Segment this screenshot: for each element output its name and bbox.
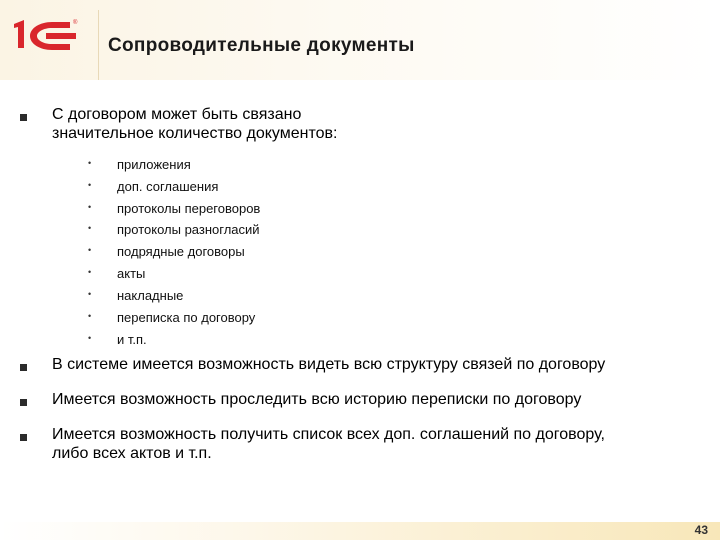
1c-logo [10, 16, 82, 56]
sub-bullet: • [88, 333, 92, 343]
point-2: Имеется возможность проследить всю историю переписки по договору [52, 391, 582, 408]
header-divider [98, 10, 99, 80]
page-title: Сопроводительные документы [108, 35, 415, 56]
point-3-line-2: либо всех актов и т.п. [52, 445, 212, 462]
list-item: приложения [117, 157, 191, 172]
footer-band [0, 522, 720, 540]
bullet-square [20, 114, 27, 121]
page-number: 43 [694, 523, 708, 537]
intro-line-1: С договором может быть связано [52, 106, 302, 123]
bullet-square [20, 399, 27, 406]
list-item: накладные [117, 288, 184, 303]
list-item: и т.п. [117, 332, 147, 347]
sub-bullet: • [88, 202, 92, 212]
list-item: подрядные договоры [117, 244, 245, 259]
list-item: акты [117, 266, 146, 281]
sub-bullet: • [88, 180, 92, 190]
list-item: доп. соглашения [117, 179, 219, 194]
sub-bullet: • [88, 311, 92, 321]
list-item: протоколы разногласий [117, 222, 260, 237]
sub-bullet: • [88, 267, 92, 277]
bullet-square [20, 434, 27, 441]
point-1: В системе имеется возможность видеть всю структуру связей по договору [52, 356, 606, 373]
bullet-square [20, 364, 27, 371]
sub-bullet: • [88, 245, 92, 255]
list-item: протоколы переговоров [117, 201, 261, 216]
svg-text:®: ® [73, 20, 78, 26]
intro-line-2: значительное количество документов: [52, 125, 338, 142]
point-3-line-1: Имеется возможность получить список всех доп. соглашений по договору, [52, 426, 605, 443]
sub-bullet: • [88, 289, 92, 299]
sub-bullet: • [88, 223, 92, 233]
list-item: переписка по договору [117, 310, 256, 325]
sub-bullet: • [88, 158, 92, 168]
